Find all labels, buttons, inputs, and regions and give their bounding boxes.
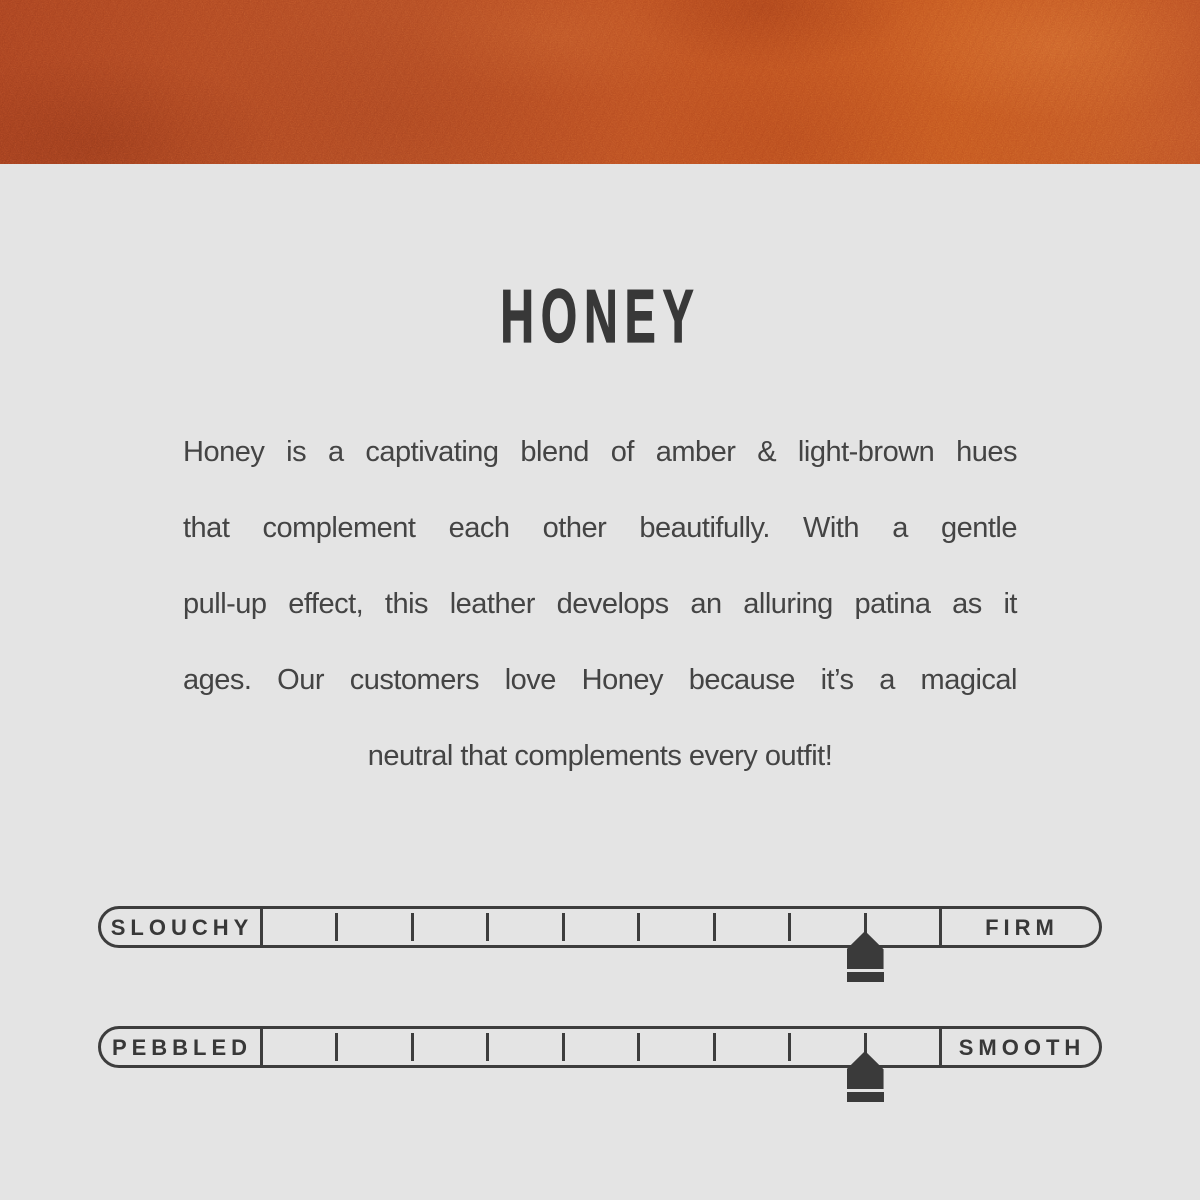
scale-tick: [637, 1033, 640, 1061]
color-name-text: HONEY: [499, 274, 701, 358]
firmness-scale: [98, 906, 1102, 1006]
scale-track: [98, 906, 1102, 948]
scale-tick: [486, 1033, 489, 1061]
scale-tick: [411, 1033, 414, 1061]
description-line: neutral that complements every outfit!: [367, 740, 833, 772]
scale-left-label: SLOUCHY: [110, 915, 254, 940]
scale-marker-pin-icon: [847, 1051, 884, 1089]
scale-tick: [637, 913, 640, 941]
scale-track: [98, 1026, 1102, 1068]
scale-tick: [562, 913, 565, 941]
scale-tick: [486, 913, 489, 941]
scale-right-label: FIRM: [985, 915, 1059, 940]
scale-marker-pin-icon: [847, 931, 884, 969]
texture-scale: [98, 1026, 1102, 1126]
scale-left-label: PEBBLED: [111, 1035, 253, 1060]
scale-tick: [335, 1033, 338, 1061]
description-line: that complement each other beautifully. With a gentle: [183, 512, 1017, 544]
scale-tick: [335, 913, 338, 941]
description-line: ages. Our customers love Honey because it’s a magical: [183, 664, 1017, 696]
scale-tick: [562, 1033, 565, 1061]
description-line: Honey is a captivating blend of amber & light-brown hues: [183, 436, 1017, 468]
leather-texture-banner: [0, 0, 1200, 164]
scale-tick: [411, 913, 414, 941]
scale-tick: [713, 1033, 716, 1061]
leather-grain-texture: [0, 0, 1200, 164]
scale-right-label: SMOOTH: [958, 1035, 1086, 1060]
color-name-title: [0, 276, 1200, 356]
scale-marker-base: [847, 1092, 884, 1102]
scale-tick: [713, 913, 716, 941]
scale-marker: [847, 1051, 884, 1102]
scale-tick: [788, 1033, 791, 1061]
scale-marker: [847, 931, 884, 982]
color-description: [183, 414, 1017, 794]
scale-marker-base: [847, 972, 884, 982]
description-line: pull-up effect, this leather develops an alluring patina as it: [183, 588, 1017, 620]
scale-tick: [788, 913, 791, 941]
